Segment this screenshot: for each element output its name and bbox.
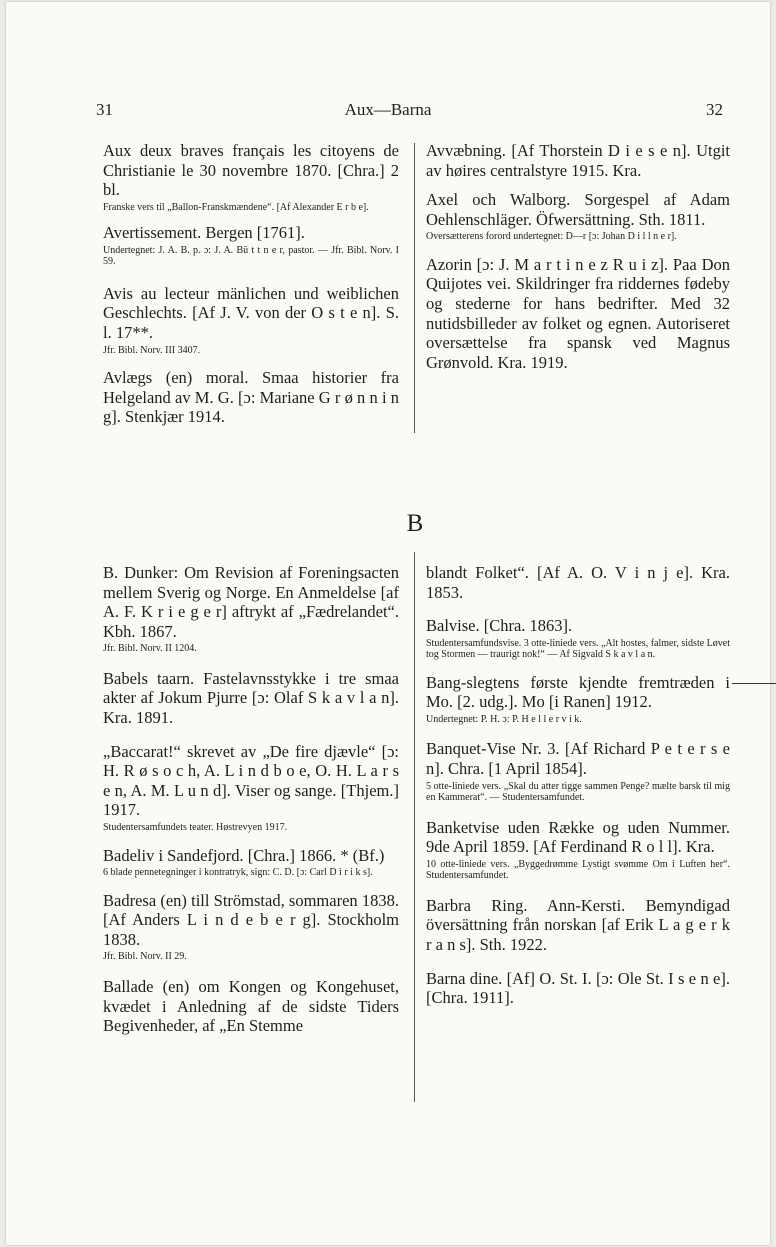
- entry-text: Aux deux braves français les citoyens de Christianie le 30 novembre 1870. [Chra.] 2 bl.: [103, 141, 399, 200]
- entry: [426, 969, 730, 1008]
- entry-text: Avlægs (en) moral. Smaa historier fra Helgeland av M. G. [ɔ: Mariane G r ø n n i n g]. Stenkjær 1914.: [103, 368, 399, 427]
- entry: [103, 846, 399, 879]
- entry-note: Undertegnet: J. A. B. p. ɔ: J. A. Bü t t n e r, pastor. — Jfr. Bibl. Norv. I 59.: [103, 244, 399, 268]
- page-number-right: 32: [706, 100, 723, 119]
- entry: [103, 669, 399, 728]
- margin-mark: [732, 683, 776, 684]
- entry-text: Azorin [ɔ: J. M a r t i n e z R u i z]. Paa Don Quijotes vei. Skildringer fra riddernes fødeby og stederne for hans bedrifter. Med 32 nutidsbilleder av folket og egnen. Autoriseret oversættelse fra spansk ved Magnus Grønvold. Kra. 1919.: [426, 254, 730, 372]
- entry: [426, 255, 730, 373]
- running-title: Aux—Barna: [344, 100, 432, 119]
- entry-note: Undertegnet: P. H. ɔ: P. H e l l e r v i k.: [426, 713, 582, 725]
- top-left-column: [103, 141, 399, 427]
- entry: [426, 818, 730, 882]
- entry-text: Babels taarn. Fastelavnsstykke i tre smaa akter af Jokum Pjurre [ɔ: Olaf S k a v l a n]. Kra. 1891.: [103, 668, 399, 728]
- entry-text: Barbra Ring. Ann-Kersti. Bemyndigad översättning från norskan [af Erik L a g e r k r a n s]. Sth. 1922.: [426, 895, 730, 955]
- entry: [103, 891, 399, 963]
- entry-text: Avvæbning. [Af Thorstein D i e s e n]. Utgit av høires centralstyre 1915. Kra.: [426, 141, 730, 180]
- entry: [103, 563, 399, 655]
- entry-text: Axel och Walborg. Sorgespel af Adam Oehlenschläger. Öfwersättning. Sth. 1811.: [426, 190, 730, 229]
- entry: [103, 223, 399, 268]
- entry-text: Banquet-Vise Nr. 3. [Af Richard P e t e r s e n]. Chra. [1 April 1854].: [426, 739, 730, 779]
- entry-note: 5 otte-liniede vers. „Skal du atter tigge sammen Penge? mælte barsk til mig en Kammerat“. — Studentersamfundet.: [426, 780, 730, 804]
- entry-note: Jfr. Bibl. Norv. III 3407.: [103, 344, 201, 356]
- entry: [426, 673, 730, 726]
- column-rule-bottom: [414, 552, 415, 1102]
- entry-text: Avertissement. Bergen [1761].: [103, 223, 305, 243]
- entry-text: „Baccarat!“ skrevet av „De fire djævle“ [ɔ: H. R ø s o c h, A. L i n d b o e, O. H. L a r s e n, A. M. L u n d]. Viser og sange. [Thjem.] 1917.: [103, 741, 399, 820]
- entry-text: Ballade (en) om Kongen og Kongehuset, kvædet i Anledning af de sidste Tiders Begivenheder, af „En Stemme: [103, 976, 399, 1036]
- entry: [426, 739, 730, 803]
- bottom-right-column: [426, 563, 730, 1008]
- column-rule-top: [414, 143, 415, 433]
- page-number-left: 31: [96, 100, 113, 119]
- entry: [426, 190, 730, 243]
- entry: [426, 896, 730, 955]
- entry: [103, 284, 399, 356]
- top-right-column: [426, 141, 730, 372]
- entry-note: 6 blade pennetegninger i kontratryk, sign: C. D. [ɔ: Carl D i r i k s].: [103, 867, 373, 879]
- entry-text: blandt Folket“. [Af A. O. V i n j e]. Kra. 1853.: [426, 563, 730, 602]
- entry: [426, 563, 730, 602]
- entry-note: Jfr. Bibl. Norv. II 29.: [103, 951, 187, 963]
- entry-note: 10 otte-liniede vers. „Byggedrømme Lystigt svømme Om i Luften her“. Studentersamfundet.: [426, 858, 730, 882]
- entry: [426, 616, 730, 661]
- entry: [426, 141, 730, 180]
- entry-text: Avis au lecteur mänlichen und weiblichen Geschlechts. [Af J. V. von der O s t e n]. S. l. 17**.: [103, 283, 399, 343]
- entry-text: Badresa (en) till Strömstad, sommaren 1838. [Af Anders L i n d e b e r g]. Stockholm 1838.: [103, 890, 399, 949]
- entry-text: B. Dunker: Om Revision af Foreningsacten mellem Sverig og Norge. En Anmeldelse [af A. F. K r i e g e r] aftrykt af „Fædrelandet“. Kbh. 1867.: [103, 563, 399, 641]
- entry: [103, 141, 399, 213]
- entry-note: Jfr. Bibl. Norv. II 1204.: [103, 643, 197, 655]
- bottom-left-column: [103, 563, 399, 1036]
- entry-text: Barna dine. [Af] O. St. I. [ɔ: Ole St. I s e n e]. [Chra. 1911].: [426, 968, 730, 1008]
- entry-note: Franske vers til „Ballon-Franskmændene“. [Af Alexander E r b e].: [103, 201, 369, 213]
- entry-text: Bang-slegtens første kjendte fremtræden i Mo. [2. udg.]. Mo [i Ranen] 1912.: [426, 672, 730, 712]
- entry-note: Studentersamfundets teater. Høstrevyen 1917.: [103, 822, 288, 834]
- section-letter: B: [406, 510, 424, 537]
- entry-text: Balvise. [Chra. 1863].: [426, 616, 573, 636]
- entry-text: Badeliv i Sandefjord. [Chra.] 1866. * (Bf.): [103, 845, 385, 865]
- entry-note: Oversætterens forord undertegnet: D—r [ɔ: Johan D i l l n e r].: [426, 231, 677, 243]
- entry: [103, 742, 399, 834]
- entry: [103, 977, 399, 1036]
- entry: [103, 368, 399, 427]
- entry-note: Studentersamfundsvise. 3 otte-liniede vers. „Alt hostes, falmer, sidste Løvet tog Stormen — traurigt nok!“ — Af Sigvald S k a v l a n.: [426, 637, 730, 661]
- entry-text: Banketvise uden Række og uden Nummer. 9de April 1859. [Af Ferdinand R o l l]. Kra.: [426, 817, 730, 857]
